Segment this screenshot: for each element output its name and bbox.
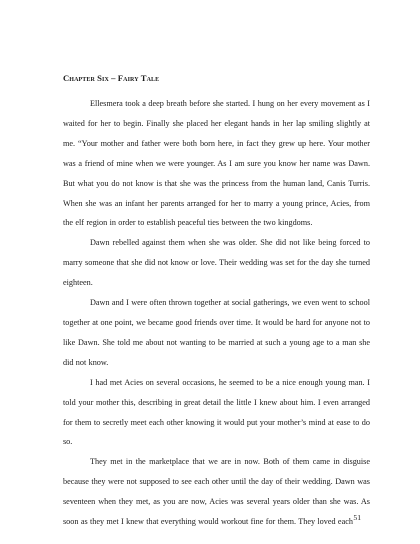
paragraph: I had met Acies on several occasions, he seemed to be a nice enough young man. I told your mother this, describing in great detail the little I knew about him. I even arranged for them to secretly meet each other knowing it would put your mother’s mind at ease to do so. [63, 377, 370, 447]
chapter-heading: Chapter Six – Fairy Tale [63, 73, 160, 83]
body-text [63, 94, 370, 532]
paragraph: Dawn and I were often thrown together at social gatherings, we even went to school together at one point, we became good friends over time. It would be hard for anyone not to like Dawn. She told me about not wanting to be married at such a young age to a man she did not know. [63, 298, 370, 367]
page-number: 51 [353, 513, 361, 522]
paragraph: Dawn rebelled against them when she was older. She did not like being forced to marry someone that she did not know or love. Their wedding was set for the day she turned eighteen. [63, 238, 370, 288]
paragraph: They met in the marketplace that we are in now. Both of them came in disguise because they were not supposed to see each other until the day of their wedding. Dawn was seventeen when they met, as you are now, Acies was several years older than she was. As soon as they met I knew that everything would workout fine for them. They loved each [63, 457, 370, 527]
paragraph: Ellesmera took a deep breath before she started. I hung on her every movement as I waited for her to begin. Finally she placed her elegant hands in her lap smiling slightly at me. “Your mother and father were both born here, in fact they grew up here. Your mother was a friend of mine when we were younger. As I am sure you know her name was Dawn. But what you do not know is that she was the princess from the human land, Canis Turris. When she was an infant her parents arranged for her to marry a young prince, Acies, from the elf region in order to establish peaceful ties between the two kingdoms. [63, 99, 370, 228]
